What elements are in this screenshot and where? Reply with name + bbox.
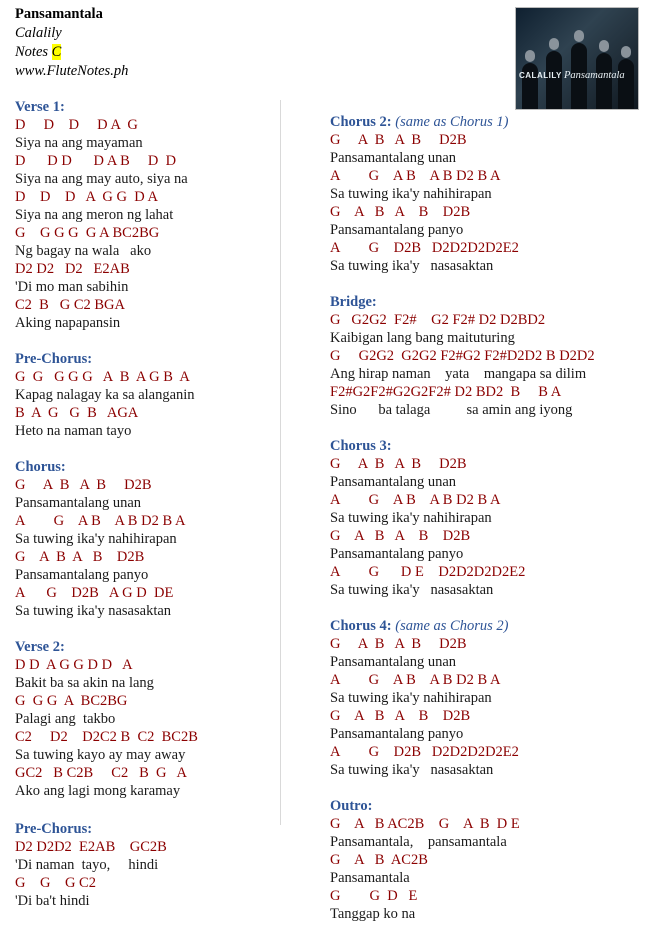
lyrics-line: Pansamantalang panyo: [15, 567, 149, 583]
lyrics-line: Pansamantalang unan: [330, 474, 457, 490]
notes-line: G G2G2 G2G2 F2#G2 F2#D2D2 B D2D2: [330, 348, 595, 364]
notes-line: C2 D2 D2C2 B C2 BC2B: [15, 729, 198, 745]
website-url: www.FluteNotes.ph: [15, 63, 129, 79]
song-title: Pansamantala: [15, 6, 103, 22]
notes-line: G A B A B D2B: [15, 549, 145, 565]
section-title: Outro:: [330, 798, 373, 814]
lyrics-line: Kaibigan lang bang maituturing: [330, 330, 515, 346]
lyrics-line: 'Di naman tayo, hindi: [15, 857, 159, 873]
lyrics-line: Ang hirap naman yata mangapa sa dilim: [330, 366, 587, 382]
notes-line: G A B A B D2B: [330, 132, 467, 148]
section-title: Verse 2:: [15, 639, 65, 655]
notes-line: A G A B A B D2 B A: [330, 672, 501, 688]
section-chorus-1: [15, 458, 185, 620]
lyrics-line: Pansamantalang unan: [330, 150, 457, 166]
notes-line: D D A G G D D A: [15, 657, 133, 673]
section-chorus-2: [330, 113, 519, 275]
lyrics-line: Pansamantalang panyo: [330, 222, 464, 238]
lyrics-line: Siya na ang meron ng lahat: [15, 207, 174, 223]
notes-line: A G A B A B D2 B A: [330, 492, 501, 508]
lyrics-line: Sa tuwing ika'y nahihirapan: [330, 510, 492, 526]
notes-line: G A B A B D2B: [15, 477, 152, 493]
section-verse-1: [15, 98, 188, 332]
lyrics-line: Sa tuwing kayo ay may away: [15, 747, 186, 763]
notes-line: G A B A B D2B: [330, 528, 471, 544]
section-outro: [330, 797, 520, 923]
section-bridge: [330, 293, 595, 419]
notes-label: Notes: [15, 44, 52, 60]
section-title: Bridge:: [330, 294, 377, 310]
album-song-text: Pansamantala: [564, 70, 625, 81]
lyrics-line: 'Di mo man sabihin: [15, 279, 129, 295]
section-title: Chorus 3:: [330, 438, 392, 454]
lyrics-line: Kapag nalagay ka sa alanganin: [15, 387, 195, 403]
section-note: (same as Chorus 2): [391, 618, 509, 634]
lyrics-line: Sa tuwing ika'y nasasaktan: [330, 258, 494, 274]
lyrics-line: Siya na ang mayaman: [15, 135, 143, 151]
lyrics-line: Ng bagay na wala ako: [15, 243, 152, 259]
notes-line: C2 B G C2 BGA: [15, 297, 125, 313]
section-chorus-3: [330, 437, 525, 599]
section-title: Verse 1:: [15, 99, 65, 115]
notes-line: D D D A G G D A: [15, 189, 158, 205]
lyrics-line: Heto na naman tayo: [15, 423, 132, 439]
section-title: Pre-Chorus:: [15, 351, 93, 367]
notes-line: D2 D2D2 E2AB GC2B: [15, 839, 167, 855]
lyrics-line: Bakit ba sa akin na lang: [15, 675, 154, 691]
notes-key: C: [51, 44, 62, 60]
notes-line: A G D E D2D2D2D2E2: [330, 564, 526, 580]
notes-line: A G A B A B D2 B A: [330, 168, 501, 184]
lyrics-line: Sa tuwing ika'y nahihirapan: [330, 690, 492, 706]
notes-line: G G G G G A B A G B A: [15, 369, 190, 385]
lyrics-line: Aking napapansin: [15, 315, 121, 331]
section-title: [330, 617, 519, 635]
notes-line: G A B A B D2B: [330, 456, 467, 472]
notes-line: G A B AC2B G A B D E: [330, 816, 520, 832]
album-band-text: CALALILY: [519, 71, 562, 80]
section-chorus-4: [330, 617, 519, 779]
lyrics-line: Sino ba talaga sa amin ang iyong: [330, 402, 573, 418]
lyrics-line: Pansamantalang panyo: [330, 546, 464, 562]
notes-line: G G D E: [330, 888, 418, 904]
notes-line: A G A B A B D2 B A: [15, 513, 186, 529]
notes-line: B A G G B AGA: [15, 405, 139, 421]
notes-line: D D D D A B D D: [15, 153, 177, 169]
notes-line: D2 D2 D2 E2AB: [15, 261, 130, 277]
album-cover-image: [515, 7, 639, 110]
section-note: (same as Chorus 1): [391, 114, 509, 130]
lyrics-line: Ako ang lagi mong karamay: [15, 783, 181, 799]
lyrics-line: Pansamantalang unan: [330, 654, 457, 670]
section-title: Pre-Chorus:: [15, 821, 93, 837]
notes-line: A G D2B A G D DE: [15, 585, 174, 601]
lyrics-line: Pansamantala, pansamantala: [330, 834, 507, 850]
notes-line: G A B A B D2B: [330, 204, 471, 220]
section-title-text: Chorus 4:: [330, 618, 392, 634]
notes-line: G A B A B D2B: [330, 636, 467, 652]
notes-line: G G G G G A BC2BG: [15, 225, 160, 241]
section-title: [330, 113, 519, 131]
notes-line: G G G C2: [15, 875, 96, 891]
notes-line: G A B AC2B: [330, 852, 428, 868]
lyrics-line: Sa tuwing ika'y nahihirapan: [15, 531, 177, 547]
section-pre-chorus-1: [15, 350, 195, 440]
lyrics-line: Tanggap ko na: [330, 906, 416, 922]
lyrics-line: Sa tuwing ika'y nasasaktan: [330, 582, 494, 598]
lyrics-line: Sa tuwing ika'y nahihirapan: [330, 186, 492, 202]
notes-line: A G D2B D2D2D2D2E2: [330, 240, 519, 256]
notes-line: A G D2B D2D2D2D2E2: [330, 744, 519, 760]
song-header: [15, 5, 315, 81]
lyrics-line: Palagi ang takbo: [15, 711, 116, 727]
column-divider: [280, 100, 281, 825]
notes-line: GC2 B C2B C2 B G A: [15, 765, 188, 781]
artist-name: Calalily: [15, 25, 62, 41]
notes-line: G A B A B D2B: [330, 708, 471, 724]
lyrics-line: Sa tuwing ika'y nasasaktan: [330, 762, 494, 778]
section-verse-2: [15, 638, 198, 800]
section-title-text: Chorus 2:: [330, 114, 392, 130]
notes-line: G G2G2 F2# G2 F2# D2 D2BD2: [330, 312, 546, 328]
lyrics-line: Siya na ang may auto, siya na: [15, 171, 188, 187]
notes-line: D D D D A G: [15, 117, 138, 133]
lyrics-line: Pansamantalang panyo: [330, 726, 464, 742]
section-title: Chorus:: [15, 459, 66, 475]
lyrics-line: Pansamantala: [330, 870, 410, 886]
notes-key-line: [15, 43, 315, 62]
notes-line: F2#G2F2#G2G2F2# D2 BD2 B B A: [330, 384, 562, 400]
section-pre-chorus-2: [15, 820, 167, 910]
lyrics-line: Pansamantalang unan: [15, 495, 142, 511]
lyrics-line: 'Di ba't hindi: [15, 893, 90, 909]
notes-line: G G G A BC2BG: [15, 693, 128, 709]
lyrics-line: Sa tuwing ika'y nasasaktan: [15, 603, 172, 619]
